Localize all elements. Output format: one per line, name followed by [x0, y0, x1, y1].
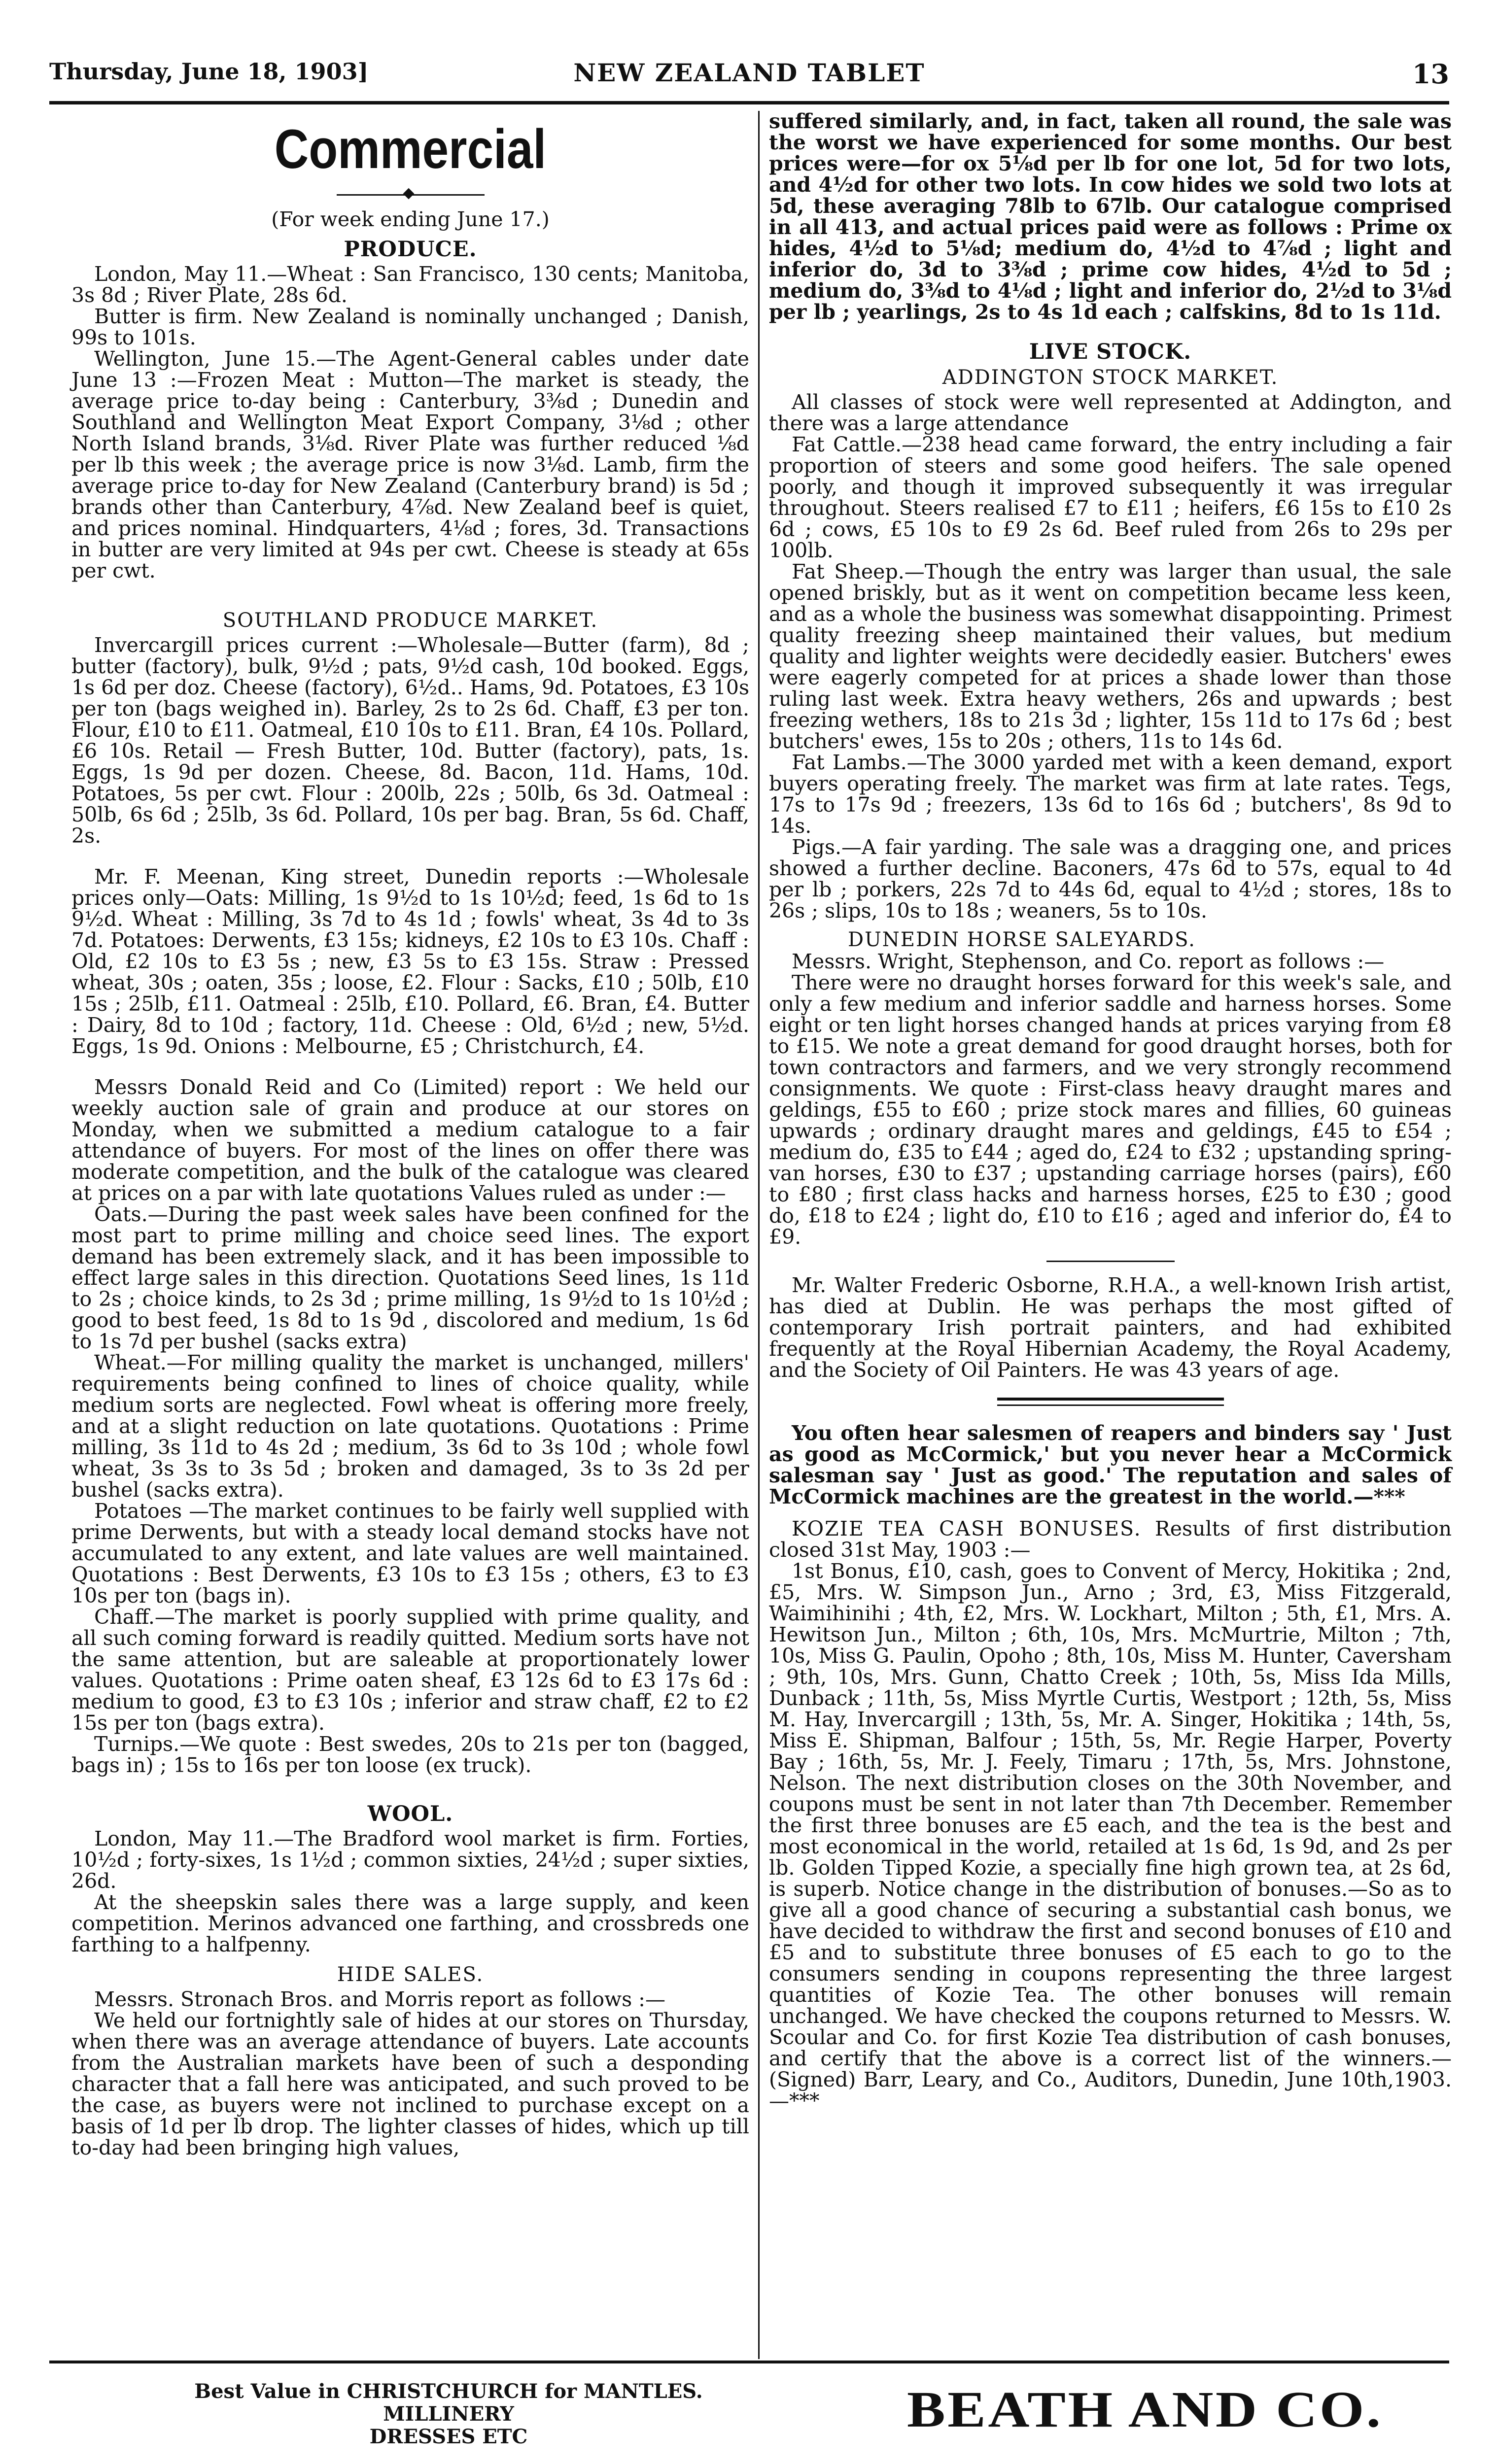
- right-column: [769, 111, 1452, 2112]
- produce-heading: PRODUCE.: [344, 237, 477, 262]
- diamond-icon: [403, 188, 414, 200]
- article-paragraph: London, May 11.—The Bradford wool market is firm. Forties, 10½d ; forty-sixes, 1s 1½d ; common sixties, 24½d ; super sixties, 26d.: [71, 1827, 749, 1893]
- article-paragraph: Messrs. Stronach Bros. and Morris report as follows :—: [94, 1987, 665, 2011]
- article-paragraph: At the sheepskin sales there was a large supply, and keen competition. Merinos advanced one farthing, and crossbreds one farthing to a halfpenny.: [71, 1890, 749, 1956]
- footer-advert-right: BEATH AND CO.: [907, 2381, 1383, 2438]
- section-rule: [1046, 1261, 1175, 1262]
- article-paragraph: Messrs. Wright, Stephenson, and Co. report as follows :—: [792, 950, 1385, 973]
- kozie-lead-paragraph: [769, 1518, 1452, 1561]
- horse-saleyards-heading: DUNEDIN HORSE SALEYARDS.: [848, 928, 1196, 951]
- article-paragraph: There were no draught horses forward for this week's sale, and only a few medium and inferior saddle and harness horses. Some eight or ten light horses changed hands at prices varying from £8 to £15. We note a great demand for good draught horses, both for town contractors and farmers, and we very strongly recommend consignments. We quote : First-class heavy draught mares and geldings, £55 to £60 ; prize stock mares and fillies, 60 guineas upwards ; ordinary draught mares and geldings, £45 to £54 ; medium do, £35 to £44 ; aged do, £24 to £32 ; upstanding spring-van horses, £30 to £37 ; upstanding carriage horses (pairs), £60 to £80 ; first class hacks and harness horses, £25 to £30 ; good do, £18 to £24 ; light do, £10 to £16 ; aged and inferior do, £4 to £9.: [769, 971, 1452, 1249]
- section-rule: [997, 1398, 1224, 1406]
- article-paragraph: Pigs.—A fair yarding. The sale was a dragging one, and prices showed a further decline. Baconers, 47s 6d to 57s, equal to 4d per lb ; porkers, 22s 7d to 44s 6d, equal to 4½d ; stores, 18s to 26s ; slips, 10s to 18s ; weaners, 5s to 10s.: [769, 835, 1452, 923]
- title-ornament: [337, 190, 485, 200]
- running-header: [49, 58, 1449, 93]
- column-divider: [758, 111, 760, 2359]
- article-paragraph: Fat Lambs.—The 3000 yarded met with a keen demand, export buyers operating freely. The market was firm at late rates. Tegs, 17s to 17s 9d ; freezers, 13s 6d to 16s 6d ; butchers', 8s 9d to 14s.: [769, 751, 1452, 838]
- article-paragraph: Mr. F. Meenan, King street, Dunedin reports :—Wholesale prices only—Oats: Milling, 1s 9½d to 1s 10½d; feed, 1s 6d to 1s 9½d. Wheat : Milling, 3s 7d to 4s 1d ; fowls' wheat, 3s 4d to 3s 7d. Potatoes: Derwents, £3 15s; kidneys, £2 10s to £3 10s. Chaff : Old, £2 10s to £3 5s ; new, £3 5s to £3 15s. Straw : Pressed wheat, 30s ; oaten, 35s ; loose, £2. Flour : Sacks, £10 ; 50lb, £10 15s ; 25lb, £11. Oatmeal : 25lb, £10. Pollard, £6. Bran, £4. Butter : Dairy, 8d to 10d ; factory, 11d. Cheese : Old, 6½d ; new, 5½d. Eggs, 1s 9d. Onions : Melbourne, £5 ; Christchurch, £4.: [71, 865, 749, 1058]
- live-stock-heading: LIVE STOCK.: [1029, 340, 1192, 364]
- addington-heading: ADDINGTON STOCK MARKET.: [942, 366, 1279, 389]
- section-title: Commercial: [274, 118, 547, 180]
- footer-advert-line: DRESSES ETC: [369, 2425, 528, 2448]
- article-paragraph: Messrs Donald Reid and Co (Limited) report : We held our weekly auction sale of grain and produce at our stores on Monday, when we submitted a medium catalogue to a fair attendance of buyers. For most of the lines on offer there was moderate competition, and the bulk of the catalogue was cleared at prices on a par with late quotations Values ruled as under :—: [71, 1075, 749, 1205]
- article-paragraph: 1st Bonus, £10, cash, goes to Convent of Mercy, Hokitika ; 2nd, £5, Mrs. W. Simpson Jun., Arno ; 3rd, £3, Miss Fitzgerald, Waimihinihi ; 4th, £2, Mrs. W. Lockhart, Milton ; 5th, £1, Mrs. A. Hewitson Jun., Milton ; 6th, 10s, Mrs. McMurtrie, Milton ; 7th, 10s, Miss G. Paulin, Opoho ; 8th, 10s, Miss M. Hunter, Caversham ; 9th, 10s, Mrs. Gunn, Chatto Creek ; 10th, 5s, Miss Ida Mills, Dunback ; 11th, 5s, Miss Myrtle Curtis, Westport ; 12th, 5s, Miss M. Hay, Invercargill ; 13th, 5s, Mr. A. Singer, Hokitika ; 14th, 5s, Miss E. Shipman, Balfour ; 15th, 5s, Mr. Regie Harper, Poverty Bay ; 16th, 5s, Mr. J. Feely, Timaru ; 17th, 5s, Mrs. Johnstone, Nelson. The next distribution closes on the 30th November, and coupons must be sent in not later than 7th December. Remember the first three bonuses are £5 each, and the tea is the best and most economical in the world, retailed at 1s 6d, 1s 9d, and 2s per lb. Golden Tipped Kozie, a specially fine high grown tea, at 2s 6d, is superb. Notice change in the distribution of bonuses.—So as to give all a good chance of securing a substantial cash bonus, we have decided to withdraw the first and second bonuses of £10 and £5 and to substitute three bonuses of £5 each to go to the consumers sending in coupons representing the three largest quantities of Kozie Tea. The other bonuses will remain unchanged. We have checked the coupons returned to Messrs. W. Scoular and Co. for first Kozie Tea distribution of cash bonuses, and certify that the above is a correct list of the winners.—(Signed) Barr, Leary, and Co., Auditors, Dunedin, June 10th,1903.—***: [769, 1559, 1452, 2113]
- wool-heading: WOOL.: [367, 1802, 453, 1826]
- header-rule: [49, 101, 1449, 104]
- article-paragraph: Turnips.—We quote : Best swedes, 20s to 21s per ton (bagged, bags in) ; 15s to 16s per ton loose (ex truck).: [71, 1732, 749, 1777]
- article-paragraph: We held our fortnightly sale of hides at our stores on Thursday, when there was an average attendance of buyers. Late accounts from the Australian markets have been of such a desponding character that a fall here was anticipated, and such proved to be the case, as buyers were not inclined to purchase except on a basis of 1d per lb drop. The lighter classes of hides, which up till to-day had been bringing high values,: [71, 2009, 749, 2159]
- page-number: 13: [1412, 58, 1449, 90]
- hide-sales-heading: HIDE SALES.: [337, 1963, 484, 1986]
- footer-rule: [49, 2361, 1449, 2363]
- left-column: [71, 111, 749, 2158]
- article-paragraph: Wheat.—For milling quality the market is unchanged, millers' requirements being confined to lines of choice quality, while medium sorts are neglected. Fowl wheat is offering more freely, and at a slight reduction on late quotations. Quotations : Prime milling, 3s 11d to 4s 2d ; medium, 3s 6d to 3s 10d ; whole fowl wheat, 3s 3s to 3s 5d ; broken and damaged, 3s to 3s 2d per bushel (sacks extra).: [71, 1351, 749, 1502]
- dateline: (For week ending June 17.): [271, 207, 550, 231]
- advertisement-paragraph: You often hear salesmen of reapers and binders say ' Just as good as McCormick,' but you never hear a McCormick salesman say ' Just as good.' The reputation and sales of McCormick machines are the greatest in the world.—***: [769, 1421, 1452, 1508]
- article-paragraph: Fat Cattle.—238 head came forward, the entry including a fair proportion of steers and some good heifers. The sale opened poorly, and though it improved subsequently it was irregular throughout. Steers realised £7 to £11 ; heifers, £6 15s to £10 2s 6d ; cows, £5 10s to £9 2s 6d. Beef ruled from 26s to 29s per 100lb.: [769, 433, 1452, 562]
- article-paragraph: Fat Sheep.—Though the entry was larger than usual, the sale opened briskly, but as it went on competition became less keen, and as a whole the business was somewhat disappointing. Primest quality freezing sheep maintained their values, but medium quality and lighter weights were decidedly easier. Butchers' ewes were eagerly competed for at prices a shade lower than those ruling last week. Extra heavy wethers, 26s and upwards ; best freezing wethers, 18s to 21s 3d ; lighter, 15s 11d to 17s 6d ; best butchers' ewes, 15s to 20s ; others, 11s to 14s 6d.: [769, 560, 1452, 753]
- masthead: NEW ZEALAND TABLET: [573, 58, 925, 87]
- article-paragraph: Mr. Walter Frederic Osborne, R.H.A., a well-known Irish artist, has died at Dublin. He was perhaps the most gifted of contemporary Irish portrait painters, and had exhibited frequently at the Royal Hibernian Academy, the Royal Academy, and the Society of Oil Painters. He was 43 years of age.: [769, 1273, 1452, 1382]
- article-paragraph: London, May 11.—Wheat : San Francisco, 130 cents; Manitoba, 3s 8d ; River Plate, 28s 6d.: [71, 262, 749, 307]
- article-paragraph: Potatoes —The market continues to be fairly well supplied with prime Derwents, but with a steady local demand stocks have not accumulated to any extent, and late values are well maintained. Quotations : Best Derwents, £3 10s to £3 15s ; others, £3 to £3 10s per ton (bags in).: [71, 1499, 749, 1608]
- article-paragraph: Oats.—During the past week sales have been confined for the most part to prime milling and choice seed lines. The export demand has been extremely slack, and it has been impossible to effect large sales in this direction. Quotations Seed lines, 1s 11d to 2s ; choice kinds, to 2s 3d ; prime milling, 1s 9½d to 1s 10½d ; good to best feed, 1s 8d to 1s 9d , discolored and medium, 1s 6d to 1s 7d per bushel (sacks extra): [71, 1202, 749, 1353]
- article-paragraph: All classes of stock were well represented at Addington, and there was a large attendance: [769, 390, 1452, 435]
- article-paragraph: Wellington, June 15.—The Agent-General cables under date June 13 :—Frozen Meat : Mutton—The market is steady, the average price to-day being : Canterbury, 3⅜d ; Dunedin and Southland and Wellington Meat Export Company, 3⅛d ; other North Island brands, 3⅛d. River Plate was further reduced ⅛d per lb this week ; the average price is now 3⅛d. Lamb, firm the average price to-day for New Zealand (Canterbury brand) is 5d ; brands other than Canterbury, 4⅞d. New Zealand beef is quiet, and prices nominal. Hindquarters, 4⅛d ; fores, 3d. Transactions in butter are very limited at 94s per cwt. Cheese is steady at 65s per cwt.: [71, 347, 749, 582]
- kozie-lead: Results of first distribution closed 31st May, 1903 :—: [769, 1517, 1452, 1562]
- kozie-heading: KOZIE TEA CASH BONUSES.: [792, 1517, 1142, 1540]
- southland-heading: SOUTHLAND PRODUCE MARKET.: [222, 609, 598, 632]
- footer-advert-line: Best Value in CHRISTCHURCH for MANTLES. MILLINERY: [194, 2380, 703, 2426]
- article-paragraph: Invercargill prices current :—Wholesale—Butter (farm), 8d ; butter (factory), bulk, 9½d ; pats, 9½d cash, 10d booked. Eggs, 1s 6d per doz. Cheese (factory), 6½d.. Hams, 9d. Potatoes, £3 10s per ton (bags weighed in). Barley, 2s to 2s 6d. Chaff, £3 per ton. Flour, £10 to £11. Oatmeal, £10 10s to £11. Bran, £4 10s. Pollard, £6 10s. Retail — Fresh Butter, 10d. Butter (factory), pats, 1s. Eggs, 1s 9d per dozen. Cheese, 8d. Bacon, 11d. Hams, 10d. Potatoes, 5s per cwt. Flour : 200lb, 22s ; 50lb, 6s 3d. Oatmeal : 50lb, 6s 6d ; 25lb, 3s 6d. Pollard, 10s per bag. Bran, 5s 6d. Chaff, 2s.: [71, 633, 749, 848]
- article-paragraph: Butter is firm. New Zealand is nominally unchanged ; Danish, 99s to 101s.: [71, 305, 749, 349]
- article-paragraph: Chaff.—The market is poorly supplied with prime quality, and all such coming forward is readily quitted. Medium sorts have not the same attention, but are saleable at proportionately lower values. Quotations : Prime oaten sheaf, £3 12s 6d to £3 17s 6d : medium to good, £3 to £3 10s ; inferior and straw chaff, £2 to £2 15s per ton (bags extra).: [71, 1605, 749, 1735]
- issue-date: Thursday, June 18, 1903]: [49, 58, 369, 85]
- article-paragraph: suffered similarly, and, in fact, taken all round, the sale was the worst we have experienced for some months. Our best prices were—for ox 5⅛d per lb for one lot, 5d for two lots, and 4½d for other two lots. In cow hides we sold two lots at 5d, these averaging 78lb to 67lb. Our catalogue comprised in all 413, and actual prices paid were as follows : Prime ox hides, 4½d to 5⅛d; medium do, 4½d to 4⅞d ; light and inferior do, 3d to 3⅜d ; prime cow hides, 4½d to 5d ; medium do, 3⅜d to 4⅛d ; light and inferior do, 2½d to 3⅛d per lb ; yearlings, 2s to 4s 1d each ; calfskins, 8d to 1s 11d.: [769, 109, 1452, 324]
- footer-advert-left: [153, 2380, 744, 2448]
